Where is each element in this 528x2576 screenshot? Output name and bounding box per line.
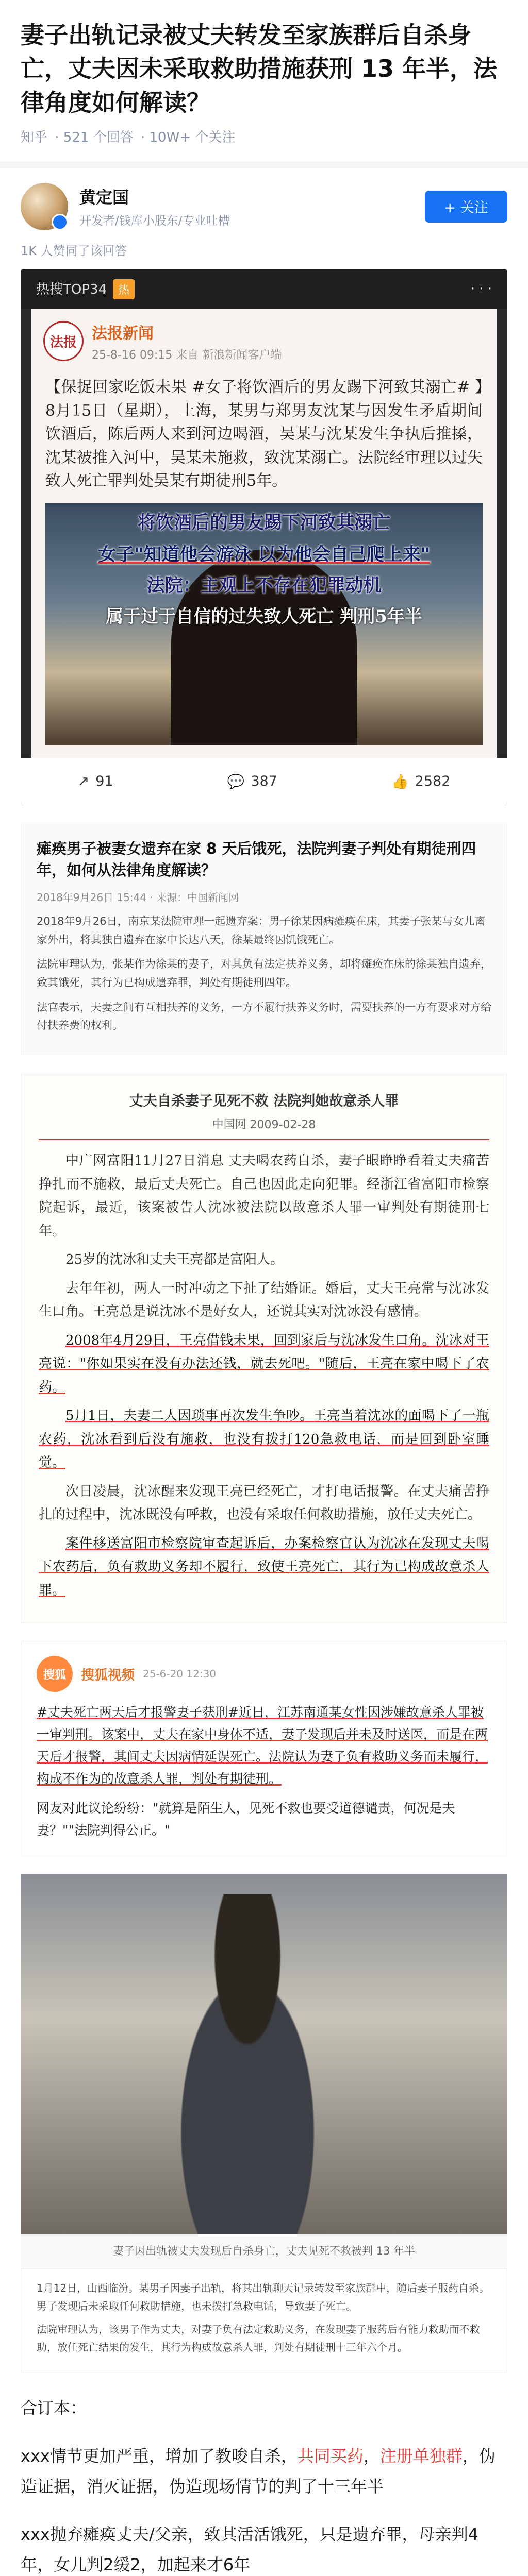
weibo2-paragraph: 网友对此议论纷纷："就算是陌生人，见死不救也要受道德谴责，何况是夫妻？""法院判得公正。" (37, 1801, 455, 1838)
person-figure (144, 1894, 351, 2234)
court-paragraph: 案件移送富阳市检察院审查起诉后，办案检察官认为沈冰在发现丈夫喝下农药后，负有救助义务却不履行，致使王亮死亡，其行为已构成故意杀人罪。 (39, 1535, 489, 1598)
repost-button: ↗ 91 (77, 773, 113, 790)
hot-tag: 热 (113, 279, 135, 299)
image-caption-4: 属于过于自信的过失致人死亡 判刑5年半 (106, 606, 422, 627)
image-caption-3: 法院：主观上不存在犯罪动机 (146, 574, 382, 596)
weibo-screenshot-2 (21, 1642, 507, 1855)
court-paragraph: 25岁的沈冰和丈夫王亮都是富阳人。 (65, 1252, 284, 1268)
weibo2-paragraph: #丈夫死亡两天后才报警妻子获刑#近日，江苏南通某女性因涉嫌故意杀人罪被一审判刑。该案中，丈夫在家中身体不适，妻子发现后并未及时送医，而是在两天后才报警，其间丈夫因病情延误死亡。法院认为妻子负有救助义务而未履行，构成不作为的故意杀人罪，判处有期徒刑。 (37, 1705, 488, 1787)
court-article-meta: 中国网 2009-02-28 (212, 1118, 316, 1132)
news-logo: 法报 (43, 321, 84, 361)
site-name: 知乎 (21, 129, 48, 145)
question-title[interactable]: 妻子出轨记录被丈夫转发至家族群后自杀身亡，丈夫因未采取救助措施获刑 13 年半，法律角度如何解读？ (21, 21, 498, 116)
author-name[interactable]: 黄定国 (79, 188, 129, 208)
court-article-title: 丈夫自杀妻子见死不救 法院判她故意杀人罪 (129, 1093, 399, 1110)
comment-button: 💬 387 (227, 773, 277, 790)
avatar[interactable] (21, 183, 68, 230)
follow-count: · 10W+ 个关注 (140, 129, 236, 145)
comment-icon: 💬 (227, 773, 245, 790)
answer-body (0, 2372, 528, 2576)
hot-search-label: 热搜TOP34 热 (36, 279, 135, 299)
court-paragraph: 次日凌晨，沈冰醒来发现王亮已经死亡，才打电话报警。在丈夫痛苦挣扎的过程中，沈冰既没有呼救，也没有采取任何救助措施，放任丈夫死亡。 (39, 1483, 489, 1523)
weibo-topbar (21, 269, 507, 309)
answer-paragraph-2: xxx抛弃瘫痪丈夫/父亲，致其活活饿死，只是遗弃罪，母亲判4年，女儿判2缓2，加起来才6年 (21, 2524, 478, 2575)
article-title: 瘫痪男子被妻女遗弃在家 8 天后饿死，法院判妻子判处有期徒刑四年，如何从法律角度解读？ (37, 839, 476, 879)
like-button: 👍 2582 (391, 773, 451, 790)
weibo2-account-name: 搜狐视频 (81, 1667, 135, 1683)
section-divider (0, 161, 528, 168)
answer-paragraph-1: xxx情节更加严重，增加了教唆自杀，共同买药，注册单独群，伪造证据，消灭证据，伪造现场情节的判了十三年半 (21, 2446, 496, 2497)
article2-paragraph: 1月12日，山西临汾。某男子因妻子出轨，将其出轨聊天记录转发至家族群中，随后妻子服药自杀。男子发现后未采取任何救助措施，也未拨打急救电话，导致妻子死亡。 (37, 2281, 490, 2312)
article-screenshot-2 (21, 2268, 507, 2372)
court-article-body (39, 1149, 489, 1602)
photo-caption: 妻子因出轨被丈夫发现后自杀身亡，丈夫见死不救被判 13 年半 (21, 2234, 507, 2268)
weibo2-time: 25-6-20 12:30 (143, 1668, 217, 1681)
weibo2-header (37, 1656, 491, 1692)
more-icon: · · · (470, 281, 492, 297)
author-info (79, 184, 425, 228)
weibo-card (31, 309, 497, 758)
article-paragraph: 法官表示，夫妻之间有互相扶养的义务，一方不履行扶养义务时，需要扶养的一方有要求对方给付扶养费的权利。 (37, 1001, 491, 1032)
weibo-screenshot (21, 269, 507, 805)
news-photo (21, 1874, 507, 2234)
article-screenshot-1 (21, 824, 507, 1055)
article-body (37, 912, 491, 1035)
article-paragraph: 法院审理认为，张某作为徐某的妻子，对其负有法定扶养义务，却将瘫痪在床的徐某独自遗弃，致其饿死，其行为已构成遗弃罪，判处有期徒刑四年。 (37, 958, 491, 989)
voter-count[interactable]: 1K 人赞同了该回答 (21, 243, 127, 258)
weibo-account-name: 法报新闻 (92, 324, 154, 343)
image-caption-2: 女子"知道他会游泳 以为他会自己爬上来" (98, 544, 430, 565)
repost-icon: ↗ (77, 773, 90, 790)
court-paragraph: 中广网富阳11月27日消息 丈夫喝农药自杀，妻子眼睁睁看着丈夫痛苦挣扎而不施救，最后丈夫死亡。自己也因此走向犯罪。经浙江省富阳市检察院起诉，最近，该案被告人沈冰被法院以故意杀人罪一审判处有期徒刑七年。 (39, 1153, 489, 1239)
author-desc: 开发者/钱库小股东/专业吐槽 (79, 214, 230, 228)
answer-intro: 合订本： (21, 2398, 87, 2418)
article-meta: 2018年9月26日 15:44 · 来源：中国新闻网 (37, 891, 239, 904)
like-icon: 👍 (391, 773, 409, 790)
image-caption-1: 将饮酒后的男友踢下河致其溺亡 (137, 512, 390, 533)
weibo-actions (21, 758, 507, 805)
weibo-post-text: 【保捉回家吃饭未果 #女子将饮酒后的男友踢下河致其溺亡# 】8月15日（星期），上海，某男与郑男友沈某与因发生矛盾期间饮酒后，陈后两人来到河边喝酒，吴某与沈某发生争执后推搡，沈某被推入河中，吴某未施救，致沈某溺亡。法院经审理以过失致人死亡罪判处吴某有期徒刑5年。 (45, 378, 483, 490)
answer-author (0, 168, 528, 241)
sohu-logo: 搜狐 (37, 1656, 73, 1692)
court-paragraph: 去年年初，两人一时冲动之下扯了结婚证。婚后，丈夫王亮常与沈冰发生口角。王亮总是说沈冰不是好女人，还说其实对沈冰没有感情。 (39, 1280, 489, 1320)
question-meta (0, 120, 528, 146)
follow-button[interactable]: + 关注 (425, 191, 507, 223)
court-article-screenshot (21, 1074, 507, 1623)
answer-count[interactable]: · 521 个回答 (55, 129, 134, 145)
weibo-post-header (31, 309, 497, 374)
article-paragraph: 2018年9月26日，南京某法院审理一起遗弃案：男子徐某因病瘫痪在床，其妻子张某与女儿离家外出，将其独自遗弃在家中长达八天，徐某最终因饥饿死亡。 (37, 915, 486, 946)
court-paragraph: 5月1日，夫妻二人因琐事再次发生争吵。王亮当着沈冰的面喝下了一瓶农药，沈冰看到后没有施救，也没有拨打120急救电话，而是回到卧室睡觉。 (39, 1408, 489, 1471)
weibo2-text (37, 1701, 491, 1841)
court-paragraph: 2008年4月29日，王亮借钱未果，回到家后与沈冰发生口角。沈冰对王亮说："你如果实在没有办法还钱，就去死吧。"随后，王亮在家中喝下了农药。 (39, 1332, 489, 1395)
weibo-post-time: 25-8-16 09:15 来自 新浪新闻客户端 (92, 348, 282, 362)
title-rule (39, 1139, 489, 1140)
article2-paragraph: 法院审理认为，该男子作为丈夫，对妻子负有法定救助义务，在发现妻子服药后有能力救助而不救助，放任死亡结果的发生，其行为构成故意杀人罪，判处有期徒刑十三年六个月。 (37, 2323, 480, 2353)
weibo-post-image (45, 503, 483, 745)
